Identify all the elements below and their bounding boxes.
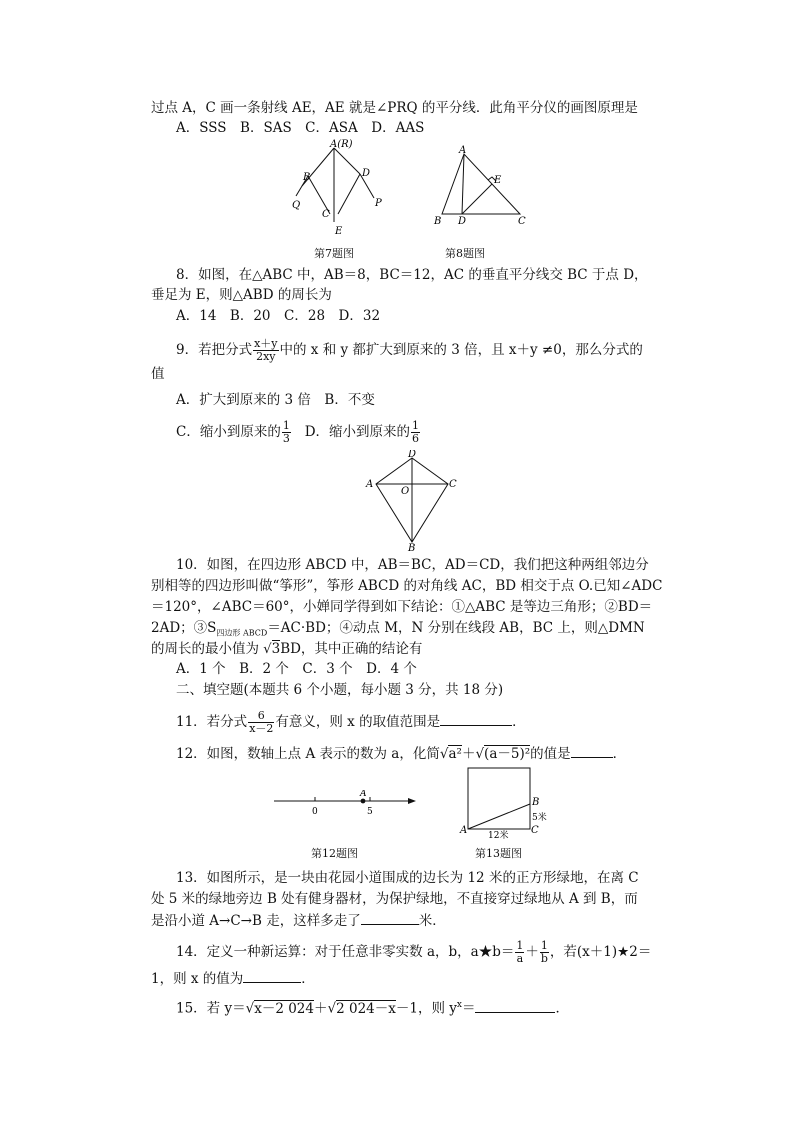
q8-line1: 8．如图，在△ABC 中，AB＝8，BC＝12，AC 的垂直平分线交 BC 于点 D， [176, 267, 648, 283]
q8-line2: 垂足为 E，则△ABD 的周长为 [151, 287, 332, 303]
q10-line5-start: 的周长的最小值为 [151, 641, 264, 657]
fig7-label-E: E [335, 226, 343, 237]
fig13-label-C: C [531, 825, 539, 836]
fig8-label-E: E [494, 175, 502, 186]
fig8-label-D: D [458, 216, 467, 227]
fig10-label-D: D [408, 450, 417, 460]
q10-line5: 的周长的最小值为 √3BD，其中正确的结论有 [151, 641, 423, 657]
q12-plus: ＋ [461, 746, 476, 762]
q7-options: A．SSS B．SAS C．ASA D．AAS [176, 120, 425, 136]
q14-frac2-num: 1 [540, 939, 548, 952]
fig10-label-B: B [408, 543, 416, 552]
q9-option-cd [176, 420, 421, 445]
q9-suffix: 中的 x 和 y 都扩大到原来的 3 倍，且 x＋y ≠0，那么分式的 [279, 342, 643, 358]
fig7-line-DC [338, 174, 360, 214]
q14-frac1-num: 1 [516, 939, 524, 952]
q15-answer-blank[interactable] [475, 998, 555, 1013]
section-2-heading: 二、填空题(本题共 6 个小题，每小题 3 分，共 18 分) [176, 682, 504, 698]
q10-sqrt-3: 3 [271, 641, 281, 657]
q15-minus: －1，则 y [395, 1000, 457, 1017]
q9-optD-frac [411, 420, 420, 445]
fig8-label-B: B [434, 216, 442, 227]
q9-frac-num: x＋y [254, 337, 278, 350]
q14-answer-blank[interactable] [243, 968, 301, 983]
q10-line4-start: 2AD；③S [151, 620, 217, 636]
q11-suffix: 有意义，则 x 的取值范围是 [275, 714, 441, 730]
fig8-line-AD [462, 154, 464, 214]
q9-optD-text: D．缩小到原来的 [304, 424, 411, 440]
q12-sqrt-a2: a² [448, 746, 462, 762]
q10-line5-end: BD，其中正确的结论有 [280, 641, 423, 657]
q11-frac-num: 6 [248, 710, 274, 723]
q10-options: A．1 个 B．2 个 C．3 个 D．4 个 [176, 661, 417, 677]
figure-12-number-line [270, 790, 420, 820]
fig13-label-12m: 12米 [488, 831, 509, 841]
fig10-label-O: O [401, 486, 410, 497]
q9-prefix: 9．若把分式 [176, 342, 253, 358]
q10-line4-end: ＝AC·BD；④动点 M，N 分别在线段 AB，BC 上，则△DMN [267, 620, 645, 636]
fig7-label-Q: Q [292, 200, 301, 211]
fig12-label-5: 5 [367, 807, 373, 817]
q12-sqrt-a-minus-5: (a－5)² [484, 746, 531, 762]
fig10-label-A: A [366, 479, 374, 490]
figure-8-triangle [428, 140, 538, 230]
q11-fraction [248, 710, 274, 735]
q13-line1: 13．如图所示，是一块由花园小道围成的边长为 12 米的正方形绿地，在离 C [176, 870, 639, 886]
figure-13-square-garden [458, 765, 558, 845]
q15-end: ． [555, 1000, 569, 1017]
fig8-caption: 第8题图 [445, 247, 485, 260]
q13-line3-start: 是沿小道 A→C→B 走，这样多走了 [151, 913, 361, 929]
fig12-point-A [361, 799, 366, 804]
q15-prefix: 15．若 y＝ [176, 1000, 246, 1017]
q10-line2: 别相等的四边形叫做“筝形”，筝形 ABCD 的对角线 AC，BD 相交于点 O.已知∠ADC [151, 578, 663, 594]
fig7-label-A: A(R) [330, 139, 353, 150]
fig7-caption: 第7题图 [314, 247, 354, 260]
fig7-label-P: P [375, 198, 382, 209]
q9-fraction [253, 338, 278, 363]
fig12-label-0: 0 [312, 807, 318, 817]
fig8-label-C: C [518, 216, 526, 227]
q9-optC-num: 1 [282, 419, 290, 432]
q14-frac1-den: a [516, 952, 524, 965]
q9-line2: 值 [151, 366, 165, 382]
figure-7-angle-bisector [282, 136, 392, 246]
fig10-label-C: C [449, 479, 457, 490]
q7-stem-end: 过点 A，C 画一条射线 AE，AE 就是∠PRQ 的平分线．此角平分仪的画图原理是 [151, 100, 638, 116]
q10-area-subscript: 四边形 ABCD [216, 628, 268, 638]
q15-sqrt1: x－2 024 [254, 1000, 314, 1017]
q14-frac2 [540, 940, 549, 965]
fig13-square [468, 768, 530, 829]
q15-sqrt2: 2 024－x [336, 1000, 396, 1017]
q9-optD-den: 6 [412, 432, 420, 445]
q12-answer-blank[interactable] [571, 743, 613, 758]
fig8-line-DE [462, 184, 492, 214]
fig12-label-A: A [360, 790, 367, 799]
q14-line2-end: ． [301, 971, 315, 987]
fig13-line-AB [468, 804, 530, 829]
q15: 15．若 y＝√x－2 024＋√2 024－x－1，则 $y^x=$ ． [176, 995, 569, 1019]
q9-option-ab: A．扩大到原来的 3 倍 B．不变 [176, 392, 375, 408]
fig13-label-A: A [460, 825, 468, 836]
fig7-label-C: C [322, 209, 330, 220]
fig7-label-D: D [362, 168, 371, 179]
q15-exponent: x [456, 1000, 462, 1010]
fig7-line-AD [334, 148, 360, 174]
q9-optD-num: 1 [412, 419, 420, 432]
q9-optC-frac [282, 420, 291, 445]
fig13-label-5m: 5米 [532, 813, 547, 823]
fig12-arrow-icon [408, 798, 416, 804]
q9-frac-den: 2xy [256, 350, 276, 363]
fig13-label-B: B [532, 797, 540, 808]
q11 [176, 710, 526, 735]
q14-suffix: ，若(x＋1)★2＝ [549, 944, 652, 960]
q15-plus: ＋ [313, 1000, 328, 1017]
q14-line2-start: 1，则 x 的值为 [151, 971, 244, 987]
q15-equals: ＝ [461, 1000, 476, 1017]
q9-optC-text: C．缩小到原来的 [176, 424, 281, 440]
fig8-label-A: A [459, 145, 467, 156]
fig7-label-B: B [303, 172, 311, 183]
q13-line3-end: 米． [418, 913, 446, 929]
q13-answer-blank[interactable] [361, 910, 419, 925]
q9-line1 [176, 338, 643, 363]
q14-plus: ＋ [525, 944, 539, 960]
q9-optC-den: 3 [282, 432, 290, 445]
q14-line1 [176, 940, 651, 965]
q14-prefix: 14．定义一种新运算：对于任意非零实数 a，b，a★b＝ [176, 944, 515, 960]
q12-suffix: 的值是 [530, 746, 571, 762]
fig8-triangle-ABC [442, 154, 520, 214]
figure-10-kite [362, 450, 462, 552]
q12-end: ． [612, 746, 627, 762]
q12-prefix: 12．如图，数轴上点 A 表示的数为 a，化简 [176, 746, 440, 762]
q14-frac1 [515, 940, 524, 965]
q11-frac-den: x－2 [249, 722, 274, 735]
fig12-caption: 第12题图 [311, 847, 358, 860]
q10-line3: ＝120°，∠ABC＝60°，小婵同学得到如下结论：①△ABC 是等边三角形；②BD＝ [151, 599, 653, 615]
q13-line3 [151, 910, 446, 931]
q11-prefix: 11．若分式 [176, 714, 248, 730]
q12: 12．如图，数轴上点 A 表示的数为 a，化简√a²＋√(a－5)²的值是 ． [176, 743, 626, 764]
q8-options: A．14 B．20 C．28 D．32 [176, 308, 381, 324]
q14-frac2-den: b [540, 952, 548, 965]
q11-answer-blank[interactable] [440, 711, 512, 726]
q13-line2: 处 5 米的绿地旁边 B 处有健身器材，为保护绿地，不直接穿过绿地从 A 到 B，而 [151, 891, 638, 907]
q11-end: ． [512, 714, 526, 730]
fig13-caption: 第13题图 [475, 847, 522, 860]
q10-line1: 10．如图，在四边形 ABCD 中，AB＝BC，AD＝CD，我们把这种两组邻边分 [176, 557, 649, 573]
q14-line2 [151, 968, 315, 989]
